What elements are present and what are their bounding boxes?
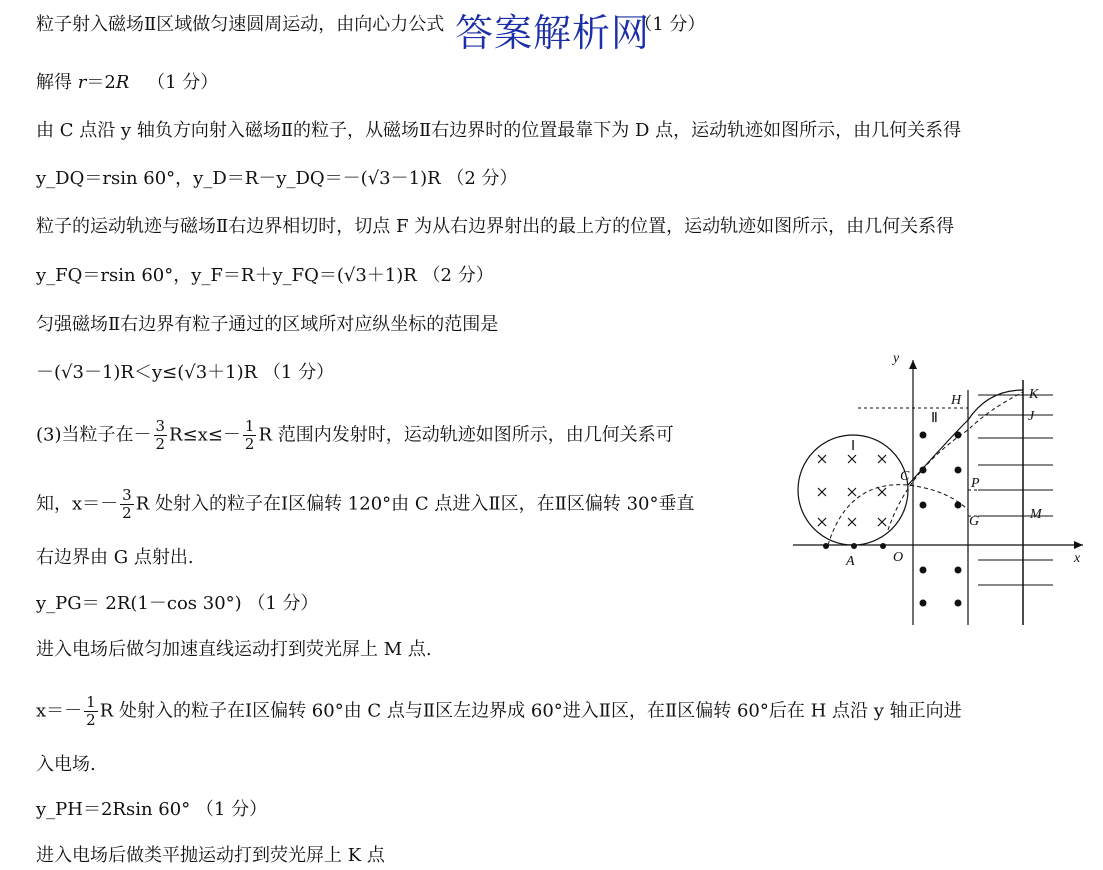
- trajectory-diagram: [788, 350, 1088, 635]
- label-j: J: [1028, 409, 1035, 424]
- field-arrows: [978, 395, 1053, 585]
- label-m: M: [1030, 507, 1042, 522]
- fraction-1-2: $\frac{1}{2}$: [244, 417, 255, 453]
- line-3: 由 C 点沿 y 轴负方向射入磁场Ⅱ的粒子，从磁场Ⅱ右边界时的位置最靠下为 D 点，运动轨迹如图所示，由几何关系得: [36, 120, 962, 141]
- line-14: x＝－ $\frac{1}{2}$ R 处射入的粒子在Ⅰ区偏转 60°由 C 点与Ⅱ区左边界成 60°进入Ⅱ区，在Ⅱ区偏转 60°后在 H 点沿 y 轴正向进: [36, 693, 962, 729]
- field-dots: [823, 432, 962, 607]
- line-13: 进入电场后做匀加速直线运动打到荧光屏上 M 点.: [36, 639, 432, 660]
- line-11: 右边界由 G 点射出.: [36, 547, 194, 568]
- label-region-1: Ⅰ: [851, 439, 856, 454]
- label-x: x: [1074, 551, 1081, 566]
- line-4: y_DQ＝rsin 60°，y_D＝R－y_DQ＝－(√3－1)R （2 分）: [36, 168, 518, 189]
- label-p: P: [971, 476, 980, 491]
- label-region-2: Ⅱ: [931, 411, 938, 426]
- watermark: 答案解析网: [455, 11, 651, 55]
- line-9: (3)当粒子在－ $\frac{3}{2}$ R≤x≤－ $\frac{1}{2}$ R 范围内发射时，运动轨迹如图所示，由几何关系可: [36, 417, 674, 453]
- label-h: H: [951, 393, 962, 408]
- label-g: G: [969, 514, 980, 529]
- line-1: 粒子射入磁场Ⅱ区域做匀速圆周运动，由向心力公式 （1 分）: [36, 14, 706, 35]
- line-8: －(√3－1)R＜y≤(√3＋1)R （1 分）: [36, 362, 335, 383]
- line-17: 进入电场后做类平抛运动打到荧光屏上 K 点: [36, 845, 385, 866]
- x-axis-arrow: [1074, 541, 1083, 549]
- fraction-3-2: $\frac{3}{2}$: [155, 417, 166, 453]
- line-12: y_PG＝ 2R(1－cos 30°) （1 分）: [36, 593, 319, 614]
- fraction-3-2: $\frac{3}{2}$: [122, 486, 132, 522]
- y-axis-arrow: [909, 360, 917, 369]
- label-o: O: [893, 550, 904, 565]
- label-a: A: [846, 554, 855, 569]
- line-2: 解得 r＝2R （1 分）: [36, 72, 219, 93]
- line-6: y_FQ＝rsin 60°，y_F＝R＋y_FQ＝(√3＋1)R （2 分）: [36, 265, 494, 286]
- path-dashed: [888, 392, 1023, 530]
- line-5: 粒子的运动轨迹与磁场Ⅱ右边界相切时，切点 F 为从右边界射出的最上方的位置，运动轨迹如图所示，由几何关系得: [36, 216, 955, 237]
- line-7: 匀强磁场Ⅱ右边界有粒子通过的区域所对应纵坐标的范围是: [36, 314, 499, 335]
- path-2: [828, 485, 968, 545]
- line-15: 入电场.: [36, 754, 96, 775]
- line-16: y_PH＝2Rsin 60° （1 分）: [36, 799, 268, 820]
- label-y: y: [893, 351, 900, 366]
- line-10: 知，x＝－ $\frac{3}{2}$ R 处射入的粒子在Ⅰ区偏转 120°由 C 点进入Ⅱ区，在Ⅱ区偏转 30°垂直: [36, 486, 695, 522]
- field-crosses: [818, 455, 886, 526]
- label-k: K: [1029, 387, 1039, 402]
- label-c: C: [900, 469, 910, 484]
- fraction-1-2: $\frac{1}{2}$: [86, 693, 96, 729]
